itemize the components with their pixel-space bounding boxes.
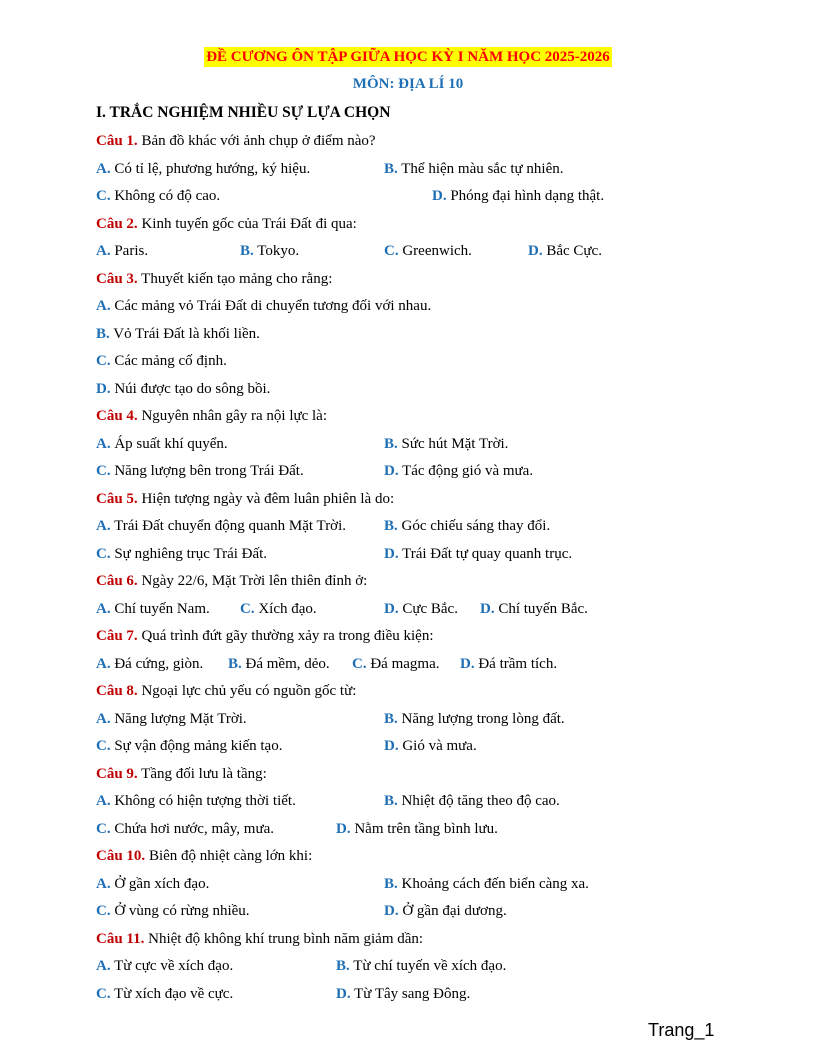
question-text: Nhiệt độ không khí trung bình năm giảm dần:	[148, 930, 424, 947]
option-row	[96, 791, 736, 819]
option-letter: A.	[96, 518, 111, 534]
answer-option	[96, 654, 203, 674]
option-letter: B.	[228, 655, 242, 672]
option-row	[96, 956, 736, 984]
question-text: Ngày 22/6, Mặt Trời lên thiên đỉnh ở:	[141, 573, 368, 589]
option-letter: B.	[384, 875, 398, 892]
page-number: Trang_1	[648, 1020, 715, 1040]
option-letter: D.	[460, 655, 475, 672]
option-text: Trái Đất tự quay quanh trục.	[402, 545, 573, 562]
option-letter: D.	[384, 600, 399, 617]
question-text: Tầng đối lưu là tầng:	[141, 765, 267, 782]
option-letter: A.	[96, 435, 111, 452]
question-text: Hiện tượng ngày và đêm luân phiên là do:	[141, 490, 395, 507]
option-text: Vỏ Trái Đất là khối liền.	[113, 325, 260, 342]
option-row	[96, 461, 736, 489]
option-letter: B.	[384, 793, 398, 809]
title-container	[0, 47, 816, 67]
option-text: Áp suất khí quyển.	[114, 435, 228, 452]
answer-option	[96, 791, 296, 811]
answer-option	[96, 544, 267, 564]
option-text: Ở gần đại dương.	[402, 903, 507, 919]
answer-option	[96, 461, 304, 481]
option-text: Phóng đại hình dạng thật.	[450, 188, 605, 204]
answer-option	[384, 599, 458, 619]
question-11	[96, 929, 736, 957]
question-text: Kinh tuyến gốc của Trái Đất đi qua:	[141, 215, 357, 232]
answer-option	[96, 516, 346, 536]
option-letter: D.	[336, 820, 351, 837]
option-row	[96, 544, 736, 572]
option-letter: A.	[96, 160, 111, 177]
option-letter: A.	[96, 655, 111, 672]
option-text: Không có độ cao.	[114, 188, 221, 204]
option-letter: A.	[96, 710, 111, 727]
option-letter: C.	[352, 655, 367, 672]
option-text: Greenwich.	[402, 243, 472, 259]
option-row	[96, 296, 736, 324]
question-number: Câu 8.	[96, 683, 138, 699]
option-text: Các mảng cố định.	[114, 353, 227, 369]
option-text: Không có hiện tượng thời tiết.	[114, 793, 296, 809]
option-letter: B.	[384, 518, 398, 534]
option-text: Năng lượng trong lòng đất.	[401, 710, 565, 727]
question-10	[96, 846, 736, 874]
question-number: Câu 7.	[96, 628, 138, 644]
option-text: Ở gần xích đạo.	[114, 875, 210, 892]
option-text: Có tỉ lệ, phương hướng, ký hiệu.	[114, 160, 311, 177]
option-letter: C.	[96, 985, 111, 1002]
option-row	[96, 736, 736, 764]
answer-option	[384, 544, 572, 564]
question-number: Câu 2.	[96, 215, 138, 232]
option-letter: A.	[96, 875, 111, 892]
option-text: Núi được tạo do sông bồi.	[114, 380, 271, 397]
answer-option	[460, 654, 557, 674]
option-text: Nhiệt độ tăng theo độ cao.	[401, 793, 560, 809]
question-3	[96, 269, 736, 297]
answer-option	[240, 241, 299, 261]
option-text: Sự vận động mảng kiến tạo.	[114, 738, 283, 754]
option-letter: D.	[432, 188, 447, 204]
option-row	[96, 874, 736, 902]
option-letter: D.	[480, 600, 495, 617]
option-letter: C.	[96, 353, 111, 369]
answer-option	[228, 654, 330, 674]
subject-title: MÔN: ĐỊA LÍ 10	[352, 76, 464, 92]
option-letter: C.	[96, 738, 111, 754]
option-row	[96, 654, 736, 682]
option-letter: D.	[384, 463, 399, 479]
option-letter: D.	[96, 380, 111, 397]
option-text: Thể hiện màu sắc tự nhiên.	[401, 160, 564, 177]
option-text: Chứa hơi nước, mây, mưa.	[114, 820, 275, 837]
option-text: Từ chí tuyến về xích đạo.	[353, 958, 507, 974]
answer-option	[96, 819, 274, 839]
option-row	[96, 324, 736, 352]
question-number: Câu 1.	[96, 133, 138, 149]
question-9	[96, 764, 736, 792]
option-letter: B.	[384, 160, 398, 177]
option-text: Khoảng cách đến biển càng xa.	[401, 875, 589, 892]
question-number: Câu 3.	[96, 270, 138, 287]
option-letter: B.	[336, 958, 350, 974]
option-text: Gió và mưa.	[402, 738, 477, 754]
question-text: Nguyên nhân gây ra nội lực là:	[141, 408, 328, 424]
option-letter: D.	[384, 738, 399, 754]
question-number: Câu 6.	[96, 573, 138, 589]
answer-option	[96, 241, 148, 261]
question-8	[96, 681, 736, 709]
option-text: Từ cực về xích đạo.	[114, 958, 234, 974]
option-letter: B.	[384, 435, 398, 452]
answer-option	[336, 819, 498, 839]
option-text: Đá cứng, giòn.	[114, 655, 204, 672]
answer-option	[96, 351, 227, 371]
option-row	[96, 599, 736, 627]
answer-option	[96, 901, 250, 921]
option-letter: A.	[96, 298, 111, 314]
option-letter: A.	[96, 600, 111, 617]
question-number: Câu 10.	[96, 848, 146, 864]
option-text: Từ xích đạo về cực.	[114, 985, 234, 1002]
option-text: Chí tuyến Nam.	[114, 600, 210, 617]
option-text: Cực Bắc.	[402, 600, 458, 617]
option-letter: B.	[96, 325, 110, 342]
option-letter: D.	[528, 243, 543, 259]
option-text: Bắc Cực.	[546, 243, 602, 259]
option-row	[96, 379, 736, 407]
option-text: Paris.	[114, 243, 149, 259]
option-letter: A.	[96, 243, 111, 259]
option-text: Đá trầm tích.	[478, 655, 558, 672]
question-number: Câu 5.	[96, 490, 138, 507]
option-letter: D.	[336, 985, 351, 1002]
question-number: Câu 4.	[96, 408, 138, 424]
question-5	[96, 489, 736, 517]
answer-option	[384, 241, 472, 261]
answer-option	[384, 901, 507, 921]
option-letter: B.	[240, 243, 254, 259]
option-text: Ở vùng có rừng nhiều.	[114, 903, 250, 919]
answer-option	[384, 736, 477, 756]
option-text: Trái Đất chuyển động quanh Mặt Trời.	[114, 518, 347, 534]
answer-option	[384, 159, 564, 179]
option-text: Chí tuyến Bắc.	[498, 600, 588, 617]
option-letter: C.	[96, 820, 111, 837]
option-row	[96, 709, 736, 737]
option-text: Xích đạo.	[258, 600, 317, 617]
answer-option	[384, 874, 589, 894]
option-letter: D.	[384, 903, 399, 919]
question-7	[96, 626, 736, 654]
option-text: Năng lượng bên trong Trái Đất.	[114, 463, 304, 479]
answer-option	[96, 984, 233, 1004]
option-text: Đá magma.	[370, 655, 440, 672]
answer-option	[96, 324, 260, 344]
option-row	[96, 984, 736, 1012]
answer-option	[336, 984, 470, 1004]
question-text: Quá trình đứt gãy thường xảy ra trong điều kiện:	[141, 628, 434, 644]
answer-option	[384, 791, 560, 811]
answer-option	[384, 461, 533, 481]
option-text: Từ Tây sang Đông.	[354, 985, 471, 1002]
question-text: Bản đồ khác với ảnh chụp ở điểm nào?	[141, 133, 376, 149]
option-letter: C.	[384, 243, 399, 259]
answer-option	[384, 434, 508, 454]
option-letter: A.	[96, 958, 111, 974]
answer-option	[96, 599, 210, 619]
answer-option	[96, 296, 431, 316]
answer-option	[352, 654, 439, 674]
option-text: Đá mềm, dẻo.	[245, 655, 330, 672]
option-letter: C.	[96, 463, 111, 479]
answer-option	[96, 379, 270, 399]
question-number: Câu 9.	[96, 765, 138, 782]
question-4	[96, 406, 736, 434]
option-text: Sự nghiêng trục Trái Đất.	[114, 545, 268, 562]
option-letter: A.	[96, 793, 111, 809]
option-letter: B.	[384, 710, 398, 727]
option-row	[96, 351, 736, 379]
answer-option	[96, 956, 233, 976]
answer-option	[384, 709, 565, 729]
answer-option	[528, 241, 602, 261]
question-1	[96, 131, 736, 159]
option-text: Nằm trên tầng bình lưu.	[354, 820, 498, 837]
question-6	[96, 571, 736, 599]
answer-option	[240, 599, 317, 619]
option-row	[96, 159, 736, 187]
answer-option	[384, 516, 550, 536]
question-text: Thuyết kiến tạo mảng cho rằng:	[141, 270, 333, 287]
option-text: Các mảng vỏ Trái Đất di chuyển tương đối với nhau.	[114, 298, 432, 314]
option-row	[96, 186, 736, 214]
option-row	[96, 819, 736, 847]
option-letter: C.	[96, 188, 111, 204]
option-row	[96, 241, 736, 269]
option-text: Tác động gió và mưa.	[402, 463, 534, 479]
answer-option	[96, 874, 209, 894]
option-text: Góc chiếu sáng thay đổi.	[401, 518, 551, 534]
answer-option	[96, 736, 282, 756]
answer-option	[480, 599, 588, 619]
option-letter: C.	[240, 600, 255, 617]
question-2	[96, 214, 736, 242]
answer-option	[432, 186, 604, 206]
option-row	[96, 516, 736, 544]
option-text: Tokyo.	[257, 243, 300, 259]
answer-option	[96, 434, 228, 454]
option-row	[96, 901, 736, 929]
option-row	[96, 434, 736, 462]
question-list	[96, 131, 736, 1011]
option-letter: C.	[96, 545, 111, 562]
option-letter: C.	[96, 903, 111, 919]
option-letter: D.	[384, 545, 399, 562]
section-heading: I. TRẮC NGHIỆM NHIỀU SỰ LỰA CHỌN	[96, 104, 391, 121]
option-text: Năng lượng Mặt Trời.	[114, 710, 247, 727]
option-text: Sức hút Mặt Trời.	[401, 435, 509, 452]
question-text: Ngoại lực chủ yếu có nguồn gốc từ:	[141, 683, 357, 699]
question-number: Câu 11.	[96, 930, 145, 947]
answer-option	[336, 956, 506, 976]
answer-option	[96, 186, 220, 206]
answer-option	[96, 709, 247, 729]
document-title: ĐỀ CƯƠNG ÔN TẬP GIỮA HỌC KỲ I NĂM HỌC 2025-2026	[206, 49, 610, 65]
answer-option	[96, 159, 310, 179]
question-text: Biên độ nhiệt càng lớn khi:	[148, 848, 313, 864]
